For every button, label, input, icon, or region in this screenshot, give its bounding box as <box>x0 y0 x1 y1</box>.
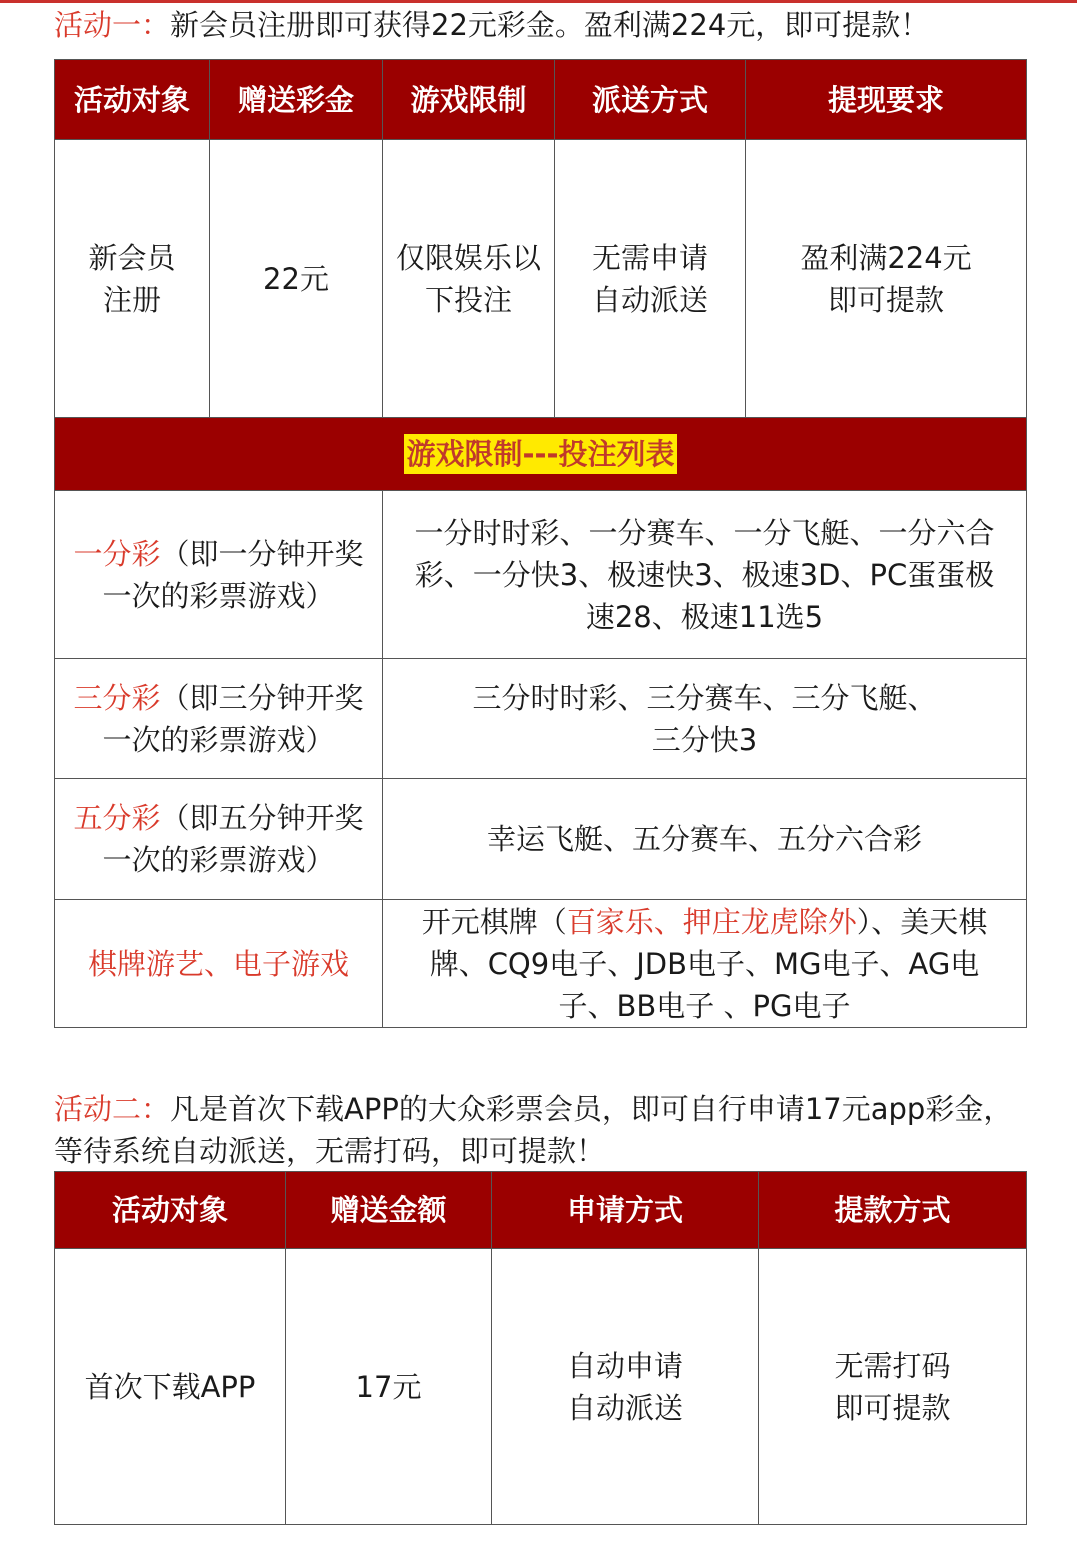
game-group-games <box>383 491 1027 659</box>
header-withdraw: 提款方式 <box>759 1172 1027 1249</box>
game-list-title-row <box>55 418 1027 491</box>
games-line2: 三分快3 <box>651 722 758 757</box>
game-group-row <box>55 779 1027 900</box>
header-delivery: 派送方式 <box>555 60 746 140</box>
games-line1: 幸运飞艇、五分赛车、五分六合彩 <box>486 822 922 856</box>
cell-restriction-line1: 仅限娱乐以 <box>395 240 541 275</box>
chess-name: 棋牌游艺、电子游戏 <box>87 946 349 981</box>
cell-delivery-line2: 自动派送 <box>591 282 708 317</box>
game-group-label <box>55 491 383 659</box>
cell-apply-line2: 自动派送 <box>566 1390 683 1425</box>
games-line1: 一分时时彩、一分赛车、一分飞艇、一分六合 <box>414 515 995 550</box>
cell-amount: 17元 <box>286 1249 492 1525</box>
cell-withdraw-line2: 即可提款 <box>834 1390 951 1425</box>
chess-label <box>55 900 383 1028</box>
chess-line2: 牌、CQ9电子、JDB电子、MG电子、AG电 <box>429 946 980 981</box>
game-group-name: 三分彩 <box>73 680 161 715</box>
game-group-desc-line2: 一次的彩票游戏） <box>102 578 335 613</box>
cell-target-line2: 注册 <box>102 282 161 317</box>
top-divider <box>0 0 1077 3</box>
activity1-text: 新会员注册即可获得22元彩金。盈利满224元，即可提款！ <box>170 8 930 42</box>
cell-withdraw <box>759 1249 1027 1525</box>
game-group-row <box>55 491 1027 659</box>
cell-withdraw-line1: 盈利满224元 <box>800 240 972 275</box>
cell-target: 首次下载APP <box>55 1249 286 1525</box>
game-group-label <box>55 779 383 900</box>
activity2-intro <box>54 1088 1029 1172</box>
chess-line1-post: ）、美天棋 <box>856 904 988 939</box>
cell-withdraw-line2: 即可提款 <box>827 282 944 317</box>
activity2-table <box>54 1171 1027 1525</box>
header-bonus: 赠送彩金 <box>210 60 383 140</box>
chess-line1-exclusion: 百家乐、押庄龙虎除外 <box>566 904 857 939</box>
game-list-title: 游戏限制---投注列表 <box>404 434 676 474</box>
game-group-desc-line1: （即一分钟开奖 <box>160 536 364 571</box>
activity1-table <box>54 59 1027 1028</box>
cell-target <box>55 140 210 418</box>
game-group-label <box>55 659 383 779</box>
cell-bonus: 22元 <box>210 140 383 418</box>
cell-target-line1: 新会员 <box>88 240 176 275</box>
game-group-games <box>383 779 1027 900</box>
game-group-row <box>55 659 1027 779</box>
header-apply: 申请方式 <box>492 1172 759 1249</box>
games-line2: 彩、一分快3、极速快3、极速3D、PC蛋蛋极 <box>414 557 995 592</box>
activity1-intro <box>54 4 1029 46</box>
header-target: 活动对象 <box>55 60 210 140</box>
game-group-row <box>55 900 1027 1028</box>
cell-delivery <box>555 140 746 418</box>
cell-withdraw <box>746 140 1027 418</box>
chess-line3: 子、BB电子 、PG电子 <box>558 988 851 1023</box>
game-list-title-cell <box>55 418 1027 491</box>
games-line1: 三分时时彩、三分赛车、三分飞艇、 <box>472 680 937 715</box>
game-group-name: 五分彩 <box>73 801 161 835</box>
cell-restriction-line2: 下投注 <box>424 282 512 317</box>
cell-apply-line1: 自动申请 <box>566 1348 683 1383</box>
header-target: 活动对象 <box>55 1172 286 1249</box>
game-group-desc-line2: 一次的彩票游戏） <box>102 722 335 757</box>
games-line3: 速28、极速11选5 <box>585 599 824 634</box>
cell-apply <box>492 1249 759 1525</box>
game-group-name: 一分彩 <box>73 536 161 571</box>
chess-games <box>383 900 1027 1028</box>
activity2-data-row <box>55 1249 1027 1525</box>
game-group-desc-line2: 一次的彩票游戏） <box>102 843 335 877</box>
cell-restriction <box>383 140 555 418</box>
activity2-tag: 活动二： <box>54 1092 171 1126</box>
activity1-data-row <box>55 140 1027 418</box>
cell-delivery-line1: 无需申请 <box>591 240 708 275</box>
header-amount: 赠送金额 <box>286 1172 492 1249</box>
game-group-games <box>383 659 1027 779</box>
cell-withdraw-line1: 无需打码 <box>834 1348 951 1383</box>
activity1-header-row <box>55 60 1027 140</box>
activity2-header-row <box>55 1172 1027 1249</box>
activity2-text: 凡是首次下载APP的大众彩票会员，即可自行申请17元app彩金，等待系统自动派送，无需打码，即可提款！ <box>54 1092 1013 1168</box>
chess-line1-pre: 开元棋牌（ <box>421 904 567 939</box>
activity1-tag: 活动一： <box>54 8 171 42</box>
game-group-desc-line1: （即三分钟开奖 <box>160 680 364 715</box>
header-withdraw: 提现要求 <box>746 60 1027 140</box>
header-restriction: 游戏限制 <box>383 60 555 140</box>
game-group-desc-line1: （即五分钟开奖 <box>160 801 364 835</box>
